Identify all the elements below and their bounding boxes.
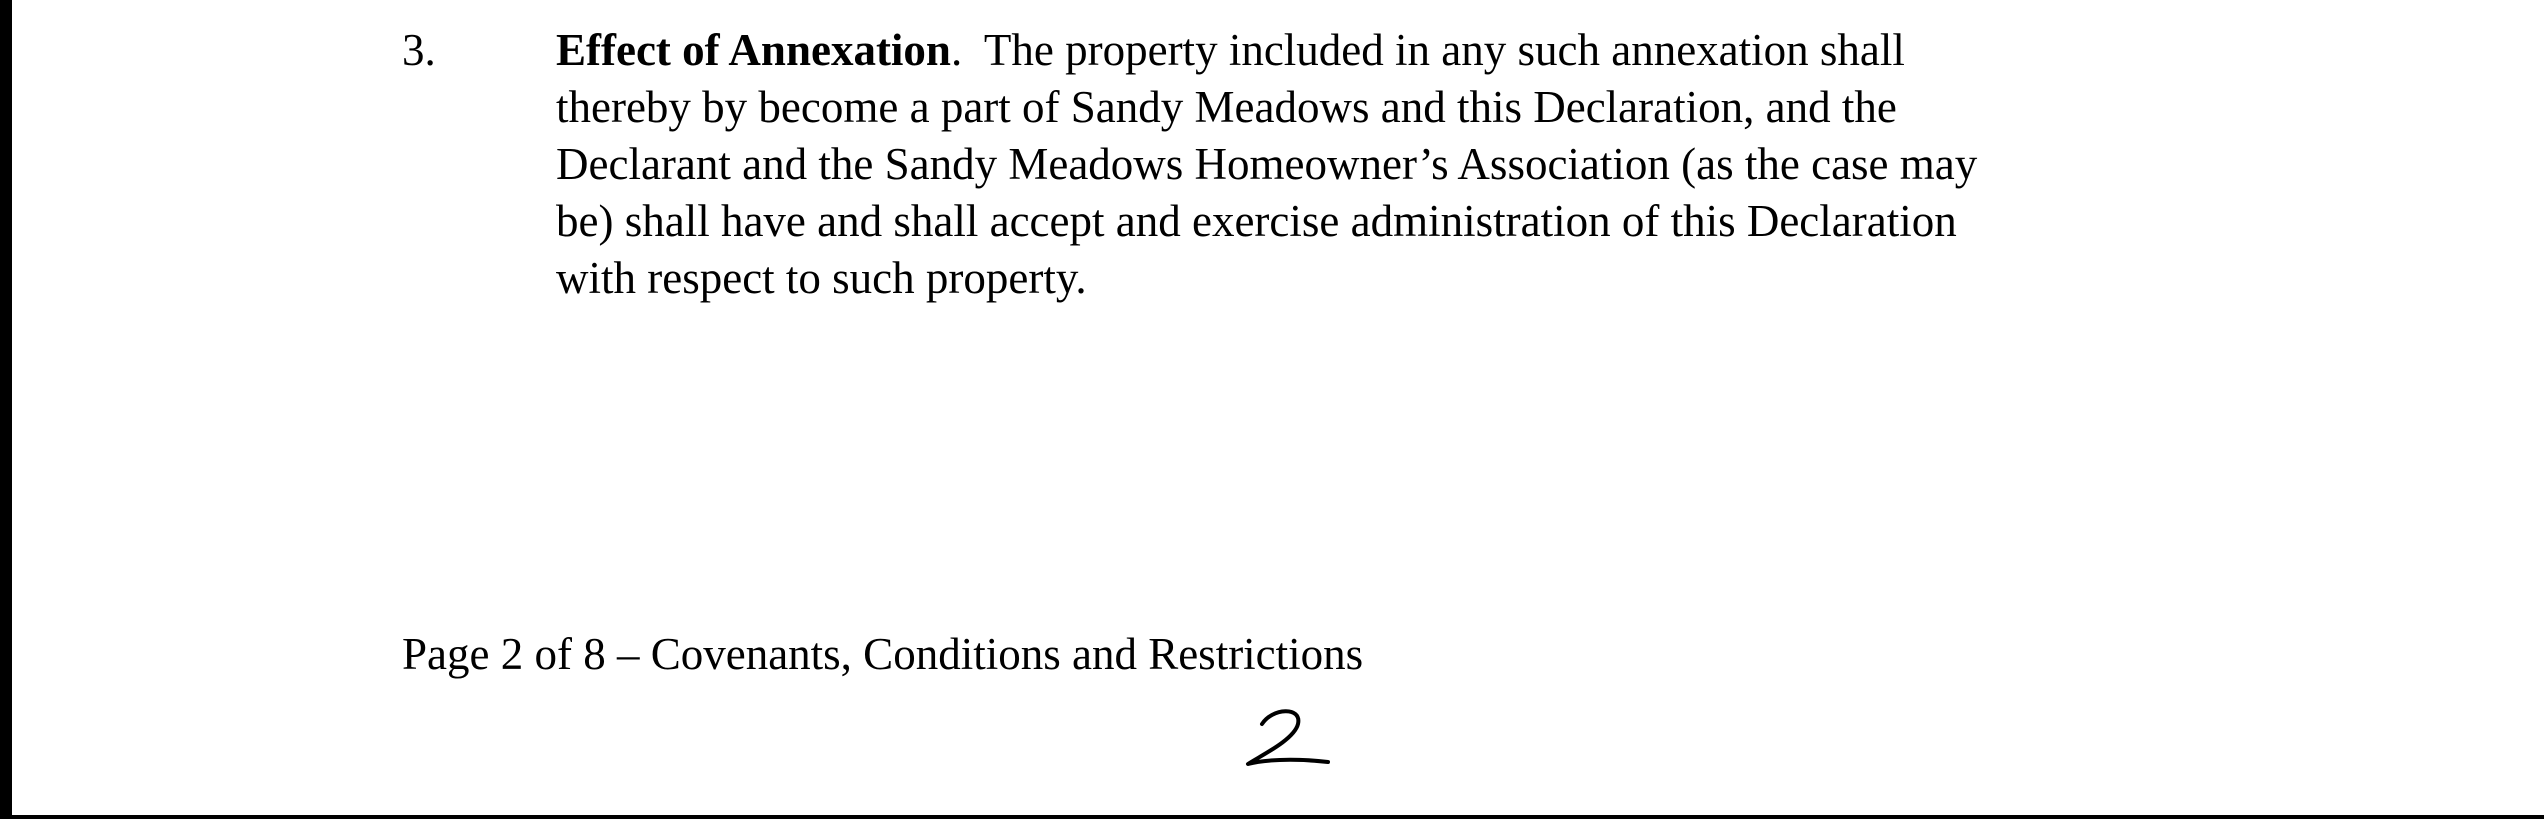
paragraph-line [556,22,2176,79]
paragraph-line: thereby by become a part of Sandy Meadows and this Declaration, and the [556,82,1897,132]
paragraph-line: with respect to such property. [556,253,1087,303]
heading-period: . [950,25,963,75]
paragraph-line: be) shall have and shall accept and exercise administration of this Declaration [556,196,1957,246]
paragraph-line-text: The property included in any such annexation shall [962,25,1905,75]
section-paragraph [556,22,2176,307]
bottom-border-rule [0,815,2544,819]
section-number: 3. [402,25,436,75]
paragraph-line: Declarant and the Sandy Meadows Homeowner’s Association (as the case may [556,139,1978,189]
section-heading: Effect of Annexation [556,25,951,75]
handwritten-page-number [1242,702,1332,772]
page-footer: Page 2 of 8 – Covenants, Conditions and Restrictions [402,629,1364,679]
left-border-rule [0,0,12,819]
